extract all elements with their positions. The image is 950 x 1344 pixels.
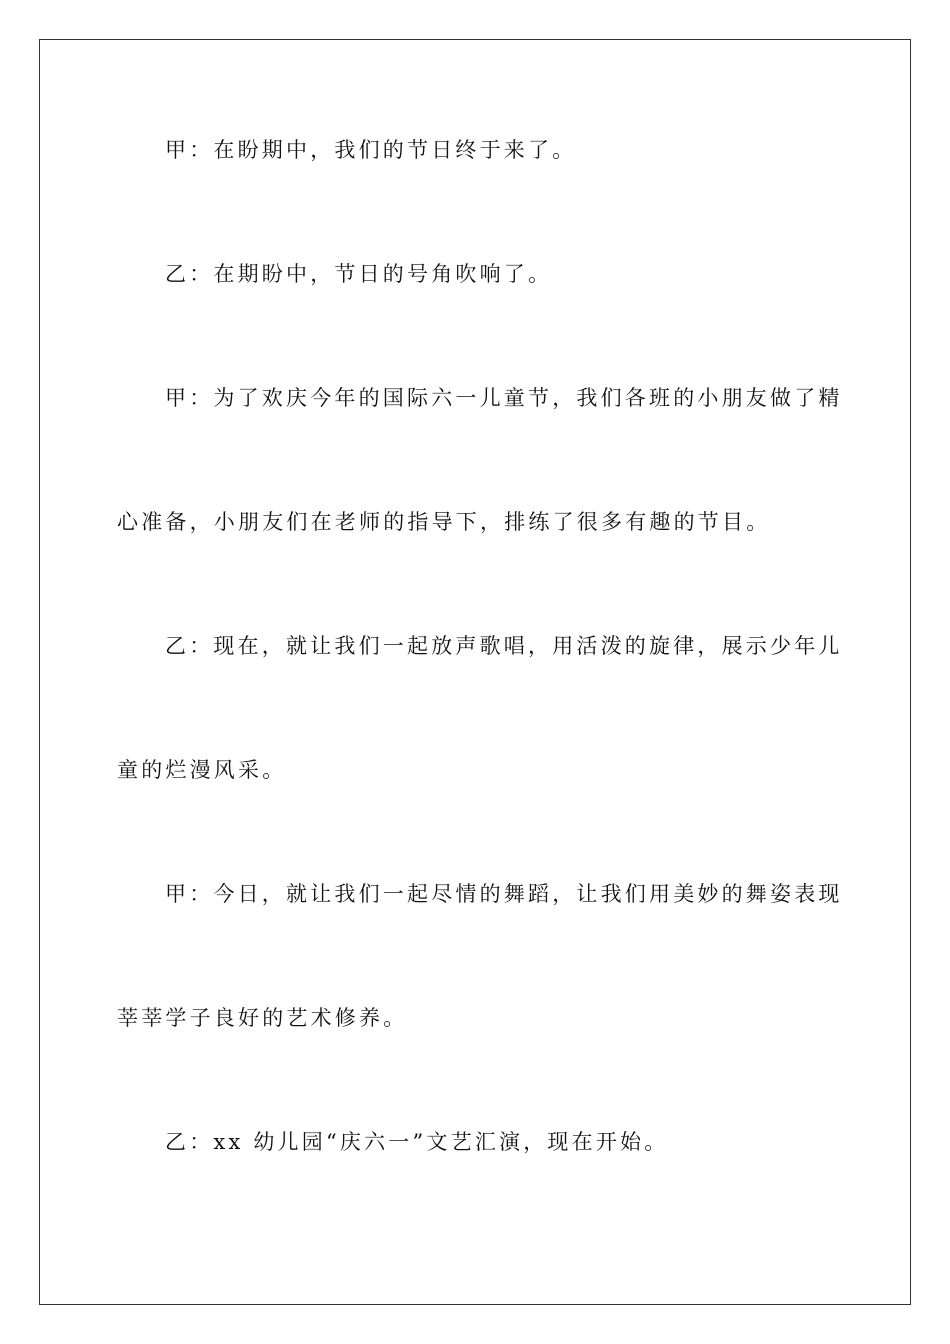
dialogue-line-jia-3-cont: 莘莘学子良好的艺术修养。 [117, 1006, 408, 1030]
page-border [39, 39, 911, 1305]
dialogue-line-jia-3: 甲：今日，就让我们一起尽情的舞蹈，让我们用美妙的舞姿表现 [165, 882, 843, 906]
dialogue-line-jia-2-cont: 心准备，小朋友们在老师的指导下，排练了很多有趣的节目。 [117, 510, 771, 534]
dialogue-line-yi-3: 乙：xx 幼儿园“庆六一”文艺汇演，现在开始。 [165, 1130, 669, 1154]
dialogue-line-yi-2-cont: 童的烂漫风采。 [117, 758, 287, 782]
dialogue-line-jia-2: 甲：为了欢庆今年的国际六一儿童节，我们各班的小朋友做了精 [165, 386, 843, 410]
dialogue-line-yi-2: 乙：现在，就让我们一起放声歌唱，用活泼的旋律，展示少年儿 [165, 634, 843, 658]
dialogue-line-yi-1: 乙：在期盼中，节日的号角吹响了。 [165, 262, 553, 286]
dialogue-line-jia-1: 甲：在盼期中，我们的节日终于来了。 [165, 138, 577, 162]
